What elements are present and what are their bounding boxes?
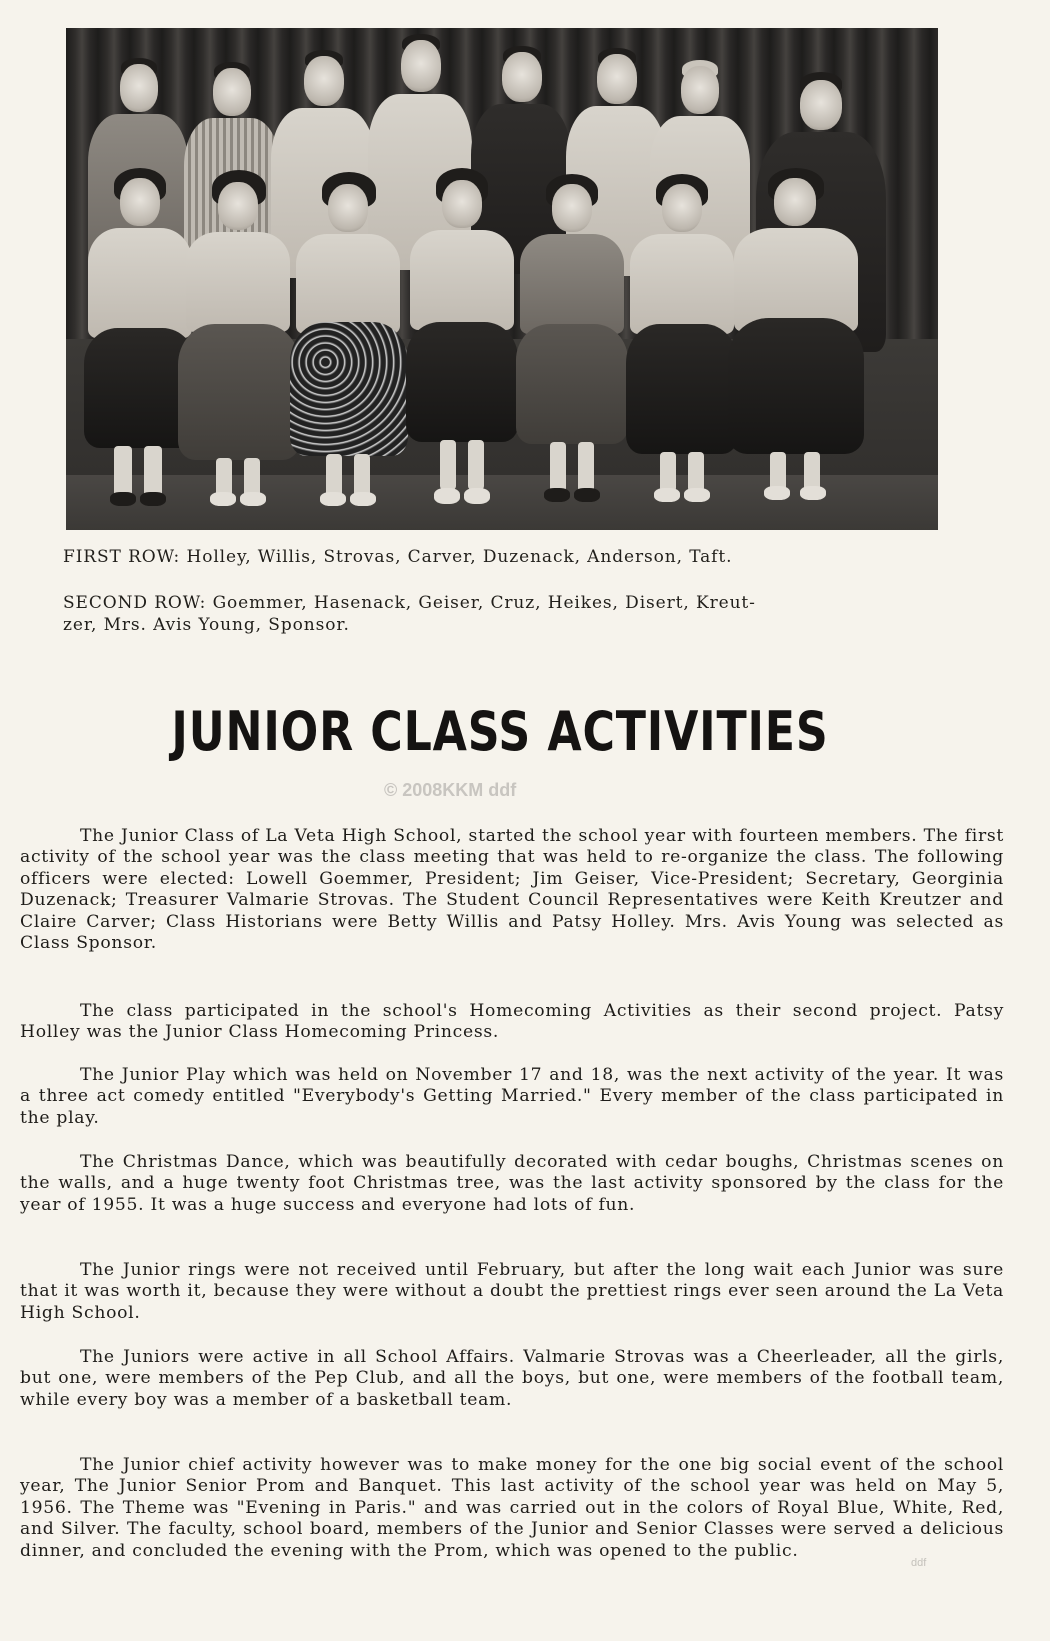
caption-line: SECOND ROW: Goemmer, Hasenack, Geiser, Cruz, Heikes, Disert, Kreut- [63,593,756,613]
paragraph-text: The Junior Class of La Veta High School, started the school year with fourteen members. The first activity of the school year was the class meeting that was held to re-organize the class. The following officers were elected: Lowell Goemmer, President; Jim Geiser, Vice-President; Secretary, Georginia Duzenack; Treasurer Valmarie Strovas. The Student Council Representatives were Keith Kreutzer and Claire Carver; Class Historians were Betty Willis and Patsy Holley. Mrs. Avis Young was selected as Class Sponsor. [20,826,1004,954]
paragraph [20,1152,1004,1216]
student-seated [404,168,520,528]
paragraph [20,1455,1004,1562]
photo-caption-first-row: FIRST ROW: Holley, Willis, Strovas, Carver, Duzenack, Anderson, Taft. [63,547,733,567]
paragraph-text: The Junior rings were not received until February, but after the long wait each Junior was sure that it was worth it, because they were without a doubt the prettiest rings ever seen around the La Veta High School. [20,1260,1004,1323]
paragraph-text: The Junior chief activity however was to make money for the one big social event of the school year, The Junior Senior Prom and Banquet. This last activity of the school year was held on May 5, 1956. The Theme was "Evening in Paris." and was carried out in the colors of Royal Blue, White, Red, and Silver. The faculty, school board, members of the Junior and Senior Classes were served a delicious dinner, and concluded the evening with the Prom, which was opened to the public. [20,1455,1004,1561]
paragraph [20,1347,1004,1411]
photo-caption-second-row [63,592,943,636]
paragraph [20,1065,1004,1129]
page-title: JUNIOR CLASS ACTIVITIES [171,700,829,763]
corner-watermark: ddf [911,1557,927,1569]
paragraph [20,826,1004,954]
paragraph-text: The class participated in the school's Homecoming Activities as their second project. Patsy Holley was the Junior Class Homecoming Princess. [20,1001,1004,1043]
paragraph-text: The Junior Play which was held on November 17 and 18, was the next activity of the year. It was a three act comedy entitled "Everybody's Getting Married." Every member of the class participated in the play. [20,1065,1004,1128]
class-photo [66,28,938,530]
copyright-watermark: © 2008KKM ddf [384,780,517,800]
paragraph-text: The Christmas Dance, which was beautifully decorated with cedar boughs, Christmas scenes on the walls, and a huge twenty foot Christmas tree, was the last activity sponsored by the class for the year of 1955. It was a huge success and everyone had lots of fun. [20,1152,1004,1215]
paragraph-text: The Juniors were active in all School Affairs. Valmarie Strovas was a Cheerleader, all the girls, but one, were members of the Pep Club, and all the boys, but one, were members of the football team, while every boy was a member of a basketball team. [20,1347,1004,1410]
student-seated [624,174,740,524]
student-seated [178,170,300,530]
student-seated [514,174,630,524]
paragraph [20,1001,1004,1044]
student-seated [290,172,408,530]
paragraph [20,1260,1004,1324]
student-seated [726,168,866,528]
caption-line: zer, Mrs. Avis Young, Sponsor. [63,615,350,635]
